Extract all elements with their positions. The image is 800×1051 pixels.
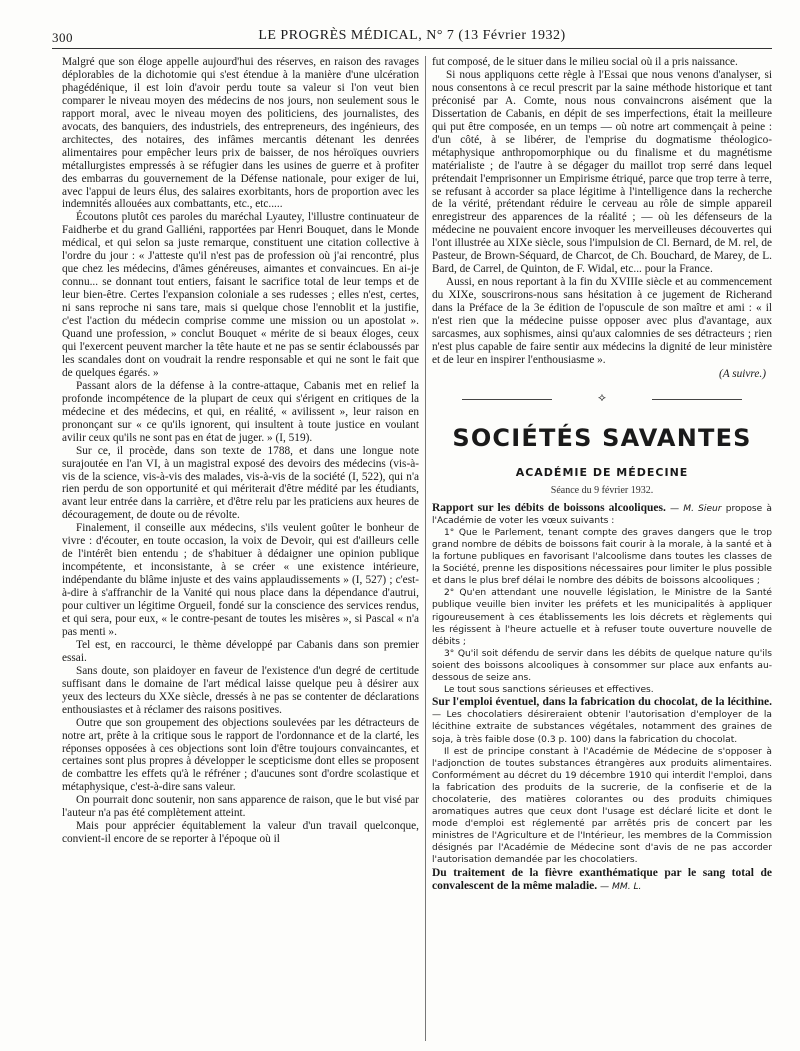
article-paragraph: Tel est, en raccourci, le thème développé par Cabanis dans son premier essai. bbox=[62, 638, 419, 664]
running-title: LE PROGRÈS MÉDICAL, N° 7 (13 Février 1932) bbox=[258, 28, 566, 43]
report-conclusion: Le tout sous sanctions sérieuses et effectives. bbox=[444, 685, 654, 696]
ornament-line bbox=[652, 399, 742, 400]
article-paragraph: Mais pour apprécier équitablement la valeur d'un travail quelconque, convient-il encore de se reporter à l'époque où il bbox=[62, 820, 419, 846]
report-item: 2° Qu'en attendant une nouvelle législation, le Ministre de la Santé publique veuille bien inviter les préfets et les municipalités à appliquer rigoureusement à ces établissements les lois décrets et règlements qui les régissent à l'heure actuelle et à refuser toute ouverture nouvelle de débits ; bbox=[432, 588, 772, 647]
article-paragraph: Sans doute, son plaidoyer en faveur de l'existence d'un degré de certitude suffisant dans le domaine de l'art médical laisse quelque peu à désirer aux yeux des lecteurs du XXe siècle, dressés à ne pas se contenter de déclarations enthousiastes et à réclamer des raisons positives. bbox=[62, 664, 419, 716]
article-paragraph: Si nous appliquons cette règle à l'Essai que nous venons d'analyser, si nous consentons à ce recul prescrit par la saine méthode historique et tant préconisé par A. Comte, nous nous convaincrons aisément que la Dissertation de Cabanis, en dépit de ses imperfections, était la meilleure qui put être composée, en un temps — où notre art commençait à peine : d'un côté, à se libérer, de l'emprise du dogmatisme théologico-métaphysique anthropomorphique ou du finalisme et du magnétisme matérialiste ; de l'autre à se dégager du maillot trop serré dans lequel prétendait l'emprisonner un Empirisme étriqué, parce que trop terre à terre, se refusant à accorder sa place légitime à l'intelligence dans la recherche de la vérité, prétendant réduire le cerveau au rôle de simple appareil enregistreur des apparences de la réalité ; — où les défenseurs de la médecine ne pouvaient encore invoquer les merveilleuses découvertes qui l'ont illustrée au XIXe siècle, sous l'impulsion de Cl. Bernard, de M. rel, de Pasteur, de Brown-Séquard, de Charcot, de Ch. Bouchard, de Marey, de L. Bard, de Carrel, de Quinton, de F. Widal, etc... pour la France. bbox=[432, 68, 772, 276]
article-paragraph: Finalement, il conseille aux médecins, s'ils veulent goûter le bonheur de vivre : d'écouter, en toute occasion, la voix de Devoir, qui est d'ailleurs celle de l'intérêt bien entendu ; de s'habituer à dédaigner une opinion publique incompétente, et inconsistante, à se créer « une existence intérieure, indépendante du blâme injuste et des vains applaudissements » (I, 527) ; c'est-à-dire à s'affranchir de la Vanité qui nous place dans la dépendance d'autrui, pour cultiver un légitime Orgueil, fondé sur la conscience des services rendus, et qui sera, pour eux, « le contre-pesant de toutes les misères », si Pascal « n'a pas menti ». bbox=[62, 522, 419, 638]
page-number: 300 bbox=[52, 30, 73, 45]
report-author: — MM. L. bbox=[600, 881, 642, 892]
column-divider bbox=[425, 56, 426, 1041]
report-item: 3° Qu'il soit défendu de servir dans les débits de quelque nature qu'ils soient des boissons alcooliques à consommer sur place aux enfants au-dessous de seize ans. bbox=[432, 648, 772, 684]
section-ornament bbox=[432, 389, 772, 411]
report-alcool bbox=[432, 502, 772, 697]
section-title: SOCIÉTÉS SAVANTES bbox=[452, 423, 752, 452]
ornament-glyph: ⟡ bbox=[598, 389, 606, 404]
article-paragraph: fut composé, de le situer dans le milieu social où il a pris naissance. bbox=[432, 56, 738, 68]
article-paragraph: Passant alors de la défense à la contre-attaque, Cabanis met en relief la profonde incompétence de la plupart de ceux qui s'érigent en critiques de la médecine et des médecins, et qui, en réalité, « avilissent », leur raison en prononçant sur « ce qu'ils ignorent, qui insultent à toute justice en voulant avilir ceux qu'ils ne sont pas en état de juger. » (I, 519). bbox=[62, 379, 419, 444]
right-column bbox=[432, 56, 772, 893]
report-fievre bbox=[432, 867, 772, 893]
report-item: 1° Que le Parlement, tenant compte des graves dangers que le trop grand nombre de débits de boissons fait courir à la morale, à la santé et à la fortune publiques en favorisant l'alcoolisme dans toutes les classes de la Société, prenne les dispositions nécessaires pour limiter le plus possible et dans le plus bref délai le nombre des débits de boissons alcooliques ; bbox=[432, 527, 772, 587]
article-paragraph: Malgré que son éloge appelle aujourd'hui des réserves, en raison des ravages déplorables de la dichotomie qui s'est étendue à la manière d'une ulcération phagédénique, il est loin d'avoir perdu toute sa valeur si l'on veut bien comparer le niveau moyen des médecins de nos jours, non seulement sous le rapport moral, avec le niveau moyen des politiciens, des journalistes, des avocats, des banquiers, des industriels, des entrepreneurs, des ingénieurs, des architectes, des notaires, des infâmes mercantis détenant les denrées alimentaires pour empêcher leurs prix de baisser, de nos héroïques ouvriers métallurgistes empressés à se réfugier dans les usines de guerre et à profiter des embarras du gouvernement de la Défense nationale, pour exiger de lui, avec l'appui de leurs élus, des salaires exorbitants, hors de proportion avec les indemnités allouées aux combattants, etc., etc..... bbox=[62, 56, 419, 211]
report-lecithine bbox=[432, 696, 772, 866]
header-rule bbox=[52, 48, 772, 49]
article-paragraph: Sur ce, il procède, dans son texte de 1788, et dans une longue note surajoutée en l'an VI, à un magistral exposé des devoirs des médecins (vis-à-vis de la science, vis-à-vis des malades, vis-à-vis de la société (I, 522), qui n'a rien perdu de son opportunité et qui mériterait d'être médité par les étudiants, avant leur entrée dans la carrière, et d'être relu par les praticiens aux heures de découragement, de doute ou de révolte. bbox=[62, 444, 419, 522]
report-author: — M. Sieur bbox=[670, 503, 722, 514]
report-body: Il est de principe constant à l'Académie de Médecine de s'opposer à l'adjonction de toutes substances étrangères aux produits alimentaires. Conformément au décret du 19 décembre 1910 qui interdit l'emploi, dans la fabrication des produits de la sucrerie, de la confiserie et de la chocolaterie, des matières colorantes ou des produits chimiques aromatiques autres que ceux dont l'usage est déclaré licite et dont le mode d'emploi est réglementé par arrêtés pris de concert par les ministres de l'Agriculture et de l'Intérieur, les membres de la Commission désignés par l'Académie de Médecine sont d'avis de ne pas accorder l'autorisation demandée par les chocolatiers. bbox=[432, 746, 772, 866]
article-paragraph: On pourrait donc soutenir, non sans apparence de raison, que le but visé par l'auteur n'a pas été complètement atteint. bbox=[62, 794, 419, 820]
to-be-continued: (A suivre.) bbox=[718, 367, 766, 380]
report-intro: propose à l'Académie de voter les vœux suivants : bbox=[432, 503, 772, 526]
report-title: Du traitement de la fièvre exanthématique par le sang total de convalescent de la même maladie. bbox=[432, 866, 772, 892]
left-column bbox=[62, 56, 419, 846]
article-paragraph: Outre que son groupement des objections soulevées par les détracteurs de notre art, prête à la critique sous le rapport de l'ordonnance et de la clarté, les réponses opposées à ces objections sont loin d'être toujours convaincantes, et certaines sont plus propres à développer le scepticisme dont elles se proposent de combattre les effets qu'à le réfréner ; d'aucunes sont d'ordre scolastique et métaphysique, c'est-à-dire sans valeur. bbox=[62, 716, 419, 794]
article-paragraph: Aussi, en nous reportant à la fin du XVIIIe siècle et au commencement du XIXe, souscrirons-nous sans hésitation à ce jugement de Richerand dans la Préface de la 3e édition de l'opuscule de son maître et ami : « il n'est rien que la médecine puisse opposer avec plus d'avantage, aux sarcasmes, aux sophismes, ainsi qu'aux calomnies de ses détracteurs ; rien n'est plus capable de faire sentir aux médecins la dignité de leur ministère et de leur en inspirer l'enthousiasme ». bbox=[432, 276, 772, 366]
session-date: Séance du 9 février 1932. bbox=[550, 484, 654, 496]
article-paragraph: Écoutons plutôt ces paroles du maréchal Lyautey, l'illustre continuateur de Faidherbe et du grand Galliéni, rapportées par Henri Bouquet, dans le Monde médical, et qui selon sa juste remarque, constituent une citation collective à l'ordre du jour : « J'atteste qu'il n'est pas de profession où j'ai rencontré, plus que chez les médecins, d'âmes généreuses, aimantes et convaincues. En ai-je connu... se donnant tout entiers, faisant le sacrifice total de leur temps et de leur bien-être. Certes l'expansion coloniale a ses rudesses ; elles n'est, certes, ni sans reproche ni sans tare, mais si quelque chose l'ennoblit et la justifie, c'est l'action du médecin comprise comme une mission ou un apostolat ». Quand une profession, » conclut Bouquet « mérite de si beaux éloges, ceux qui l'exercent peuvent marcher la tête haute et ne pas se sentir éclaboussés par les scandales dont on voudrait la rendre responsable et qui ne sont le fait que de quelques égarés. » bbox=[62, 211, 419, 379]
academy-title: ACADÉMIE DE MÉDECINE bbox=[515, 465, 689, 479]
report-body: — Les chocolatiers désireraient obtenir l'autorisation d'employer de la lécithine extraite de substances végétales, notamment des graines de soja, à très faible dose (0.3 p. 100) dans la fabrication du chocolat. bbox=[432, 710, 772, 745]
report-title: Sur l'emploi éventuel, dans la fabrication du chocolat, de la lécithine. bbox=[432, 696, 772, 709]
report-title: Rapport sur les débits de boissons alcooliques. bbox=[432, 501, 666, 514]
running-header bbox=[52, 26, 772, 48]
